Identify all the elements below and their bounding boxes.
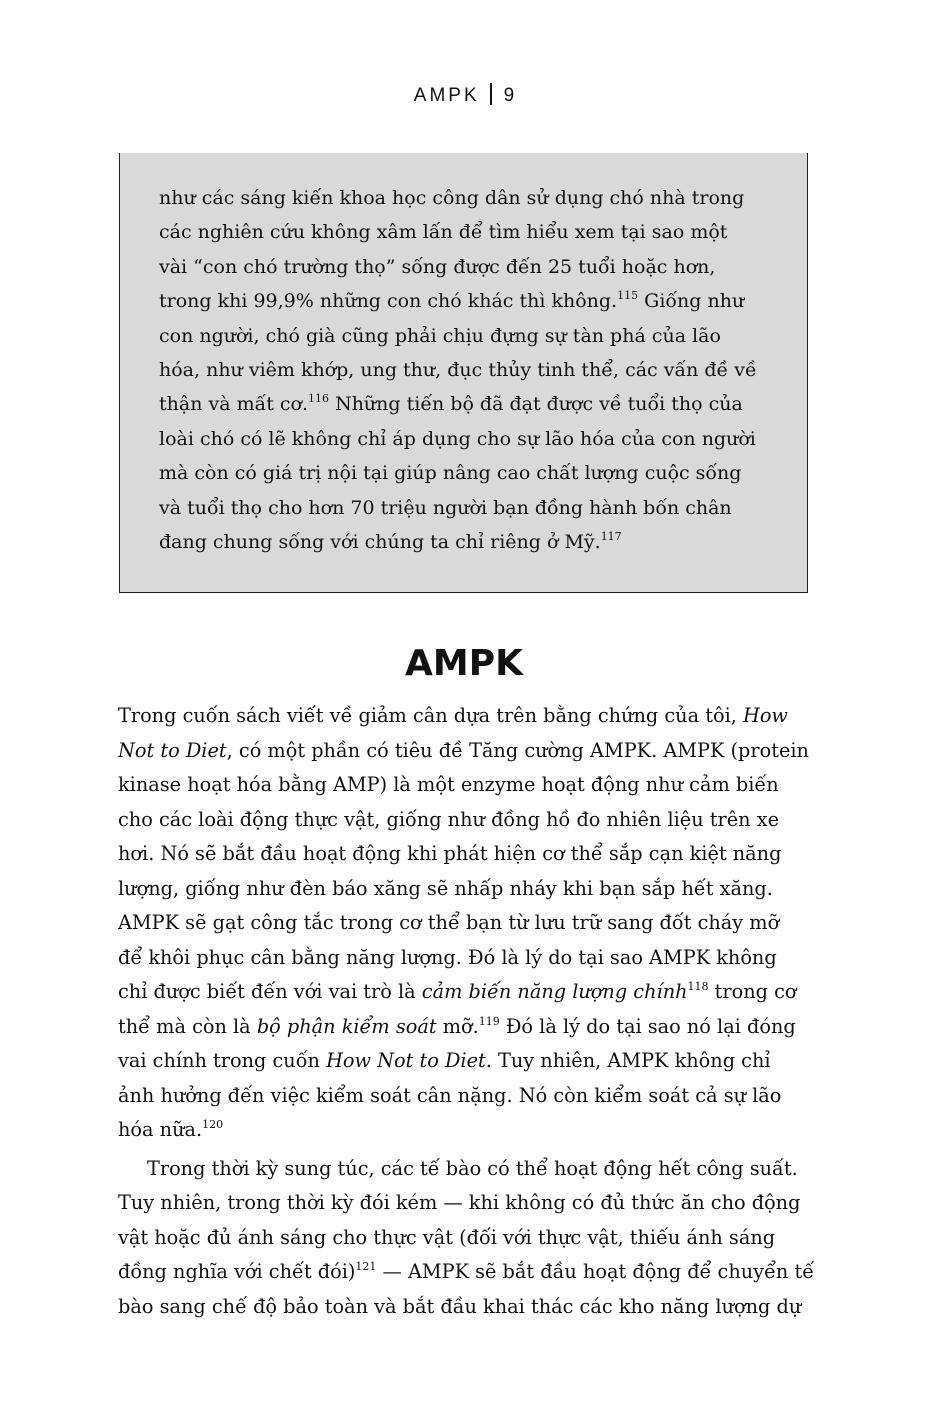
italic-title: bộ phận kiểm soát — [256, 1014, 437, 1038]
body-text — [118, 699, 815, 1324]
text-line — [159, 353, 773, 387]
text-line — [159, 387, 773, 421]
footnote-ref: 121 — [355, 1260, 377, 1273]
footnote-ref: 120 — [202, 1118, 224, 1131]
text-run: vật hoặc đủ ánh sáng cho thực vật (đối với thực vật, thiếu ánh sáng — [118, 1225, 776, 1249]
text-line — [118, 734, 810, 769]
text-line — [118, 1255, 815, 1290]
text-run: hóa nữa. — [118, 1118, 203, 1141]
text-run: trong khi 99,9% những con chó khác thì không. — [159, 290, 618, 313]
italic-title: Not to Diet — [118, 738, 227, 762]
text-run: và tuổi thọ cho hơn 70 triệu người bạn đồng hành bốn chân — [159, 496, 732, 519]
text-line — [118, 1044, 810, 1079]
text-run: cho các loài động thực vật, giống như đồng hồ đo nhiên liệu trên xe — [118, 807, 779, 831]
text-line — [159, 456, 773, 490]
text-run: vai chính trong cuốn — [118, 1049, 327, 1072]
text-line — [118, 1113, 810, 1148]
text-run: để khôi phục cân bằng năng lượng. Đó là lý do tại sao AMPK không — [118, 945, 777, 969]
text-run: con người, chó già cũng phải chịu đựng sự tàn phá của lão — [159, 324, 721, 347]
text-run: Trong thời kỳ sung túc, các tế bào có thể hoạt động hết công suất. — [147, 1156, 798, 1180]
text-run: AMPK sẽ gạt công tắc trong cơ thể bạn từ lưu trữ sang đốt cháy mỡ — [118, 911, 780, 934]
text-line — [118, 1290, 810, 1325]
text-run: như các sáng kiến khoa học công dân sử dụng chó nhà trong — [159, 187, 745, 209]
text-line — [159, 422, 773, 456]
text-run: chỉ được biết đến với vai trò là — [118, 980, 422, 1003]
text-run: vài “con chó trường thọ” sống được đến 25 tuổi hoặc hơn, — [159, 255, 716, 278]
text-run: thận và mất cơ. — [159, 393, 309, 416]
text-line — [118, 906, 810, 941]
text-run: Giống như — [638, 290, 745, 313]
text-run: đang chung sống với chúng ta chỉ riêng ở Mỹ. — [159, 531, 601, 554]
text-line — [118, 699, 810, 734]
section-heading: AMPK — [405, 643, 523, 684]
footnote-ref: 119 — [478, 1014, 500, 1028]
text-line — [159, 491, 773, 525]
text-run: , có một phần có tiêu đề Tăng cường AMPK. AMPK (protein — [226, 738, 809, 762]
running-head — [0, 82, 928, 110]
text-run: — AMPK sẽ bắt đầu hoạt động để chuyển tế — [376, 1260, 815, 1283]
text-line — [159, 284, 773, 318]
footnote-ref: 116 — [308, 392, 330, 406]
text-run: loài chó có lẽ không chỉ áp dụng cho sự lão hóa của con người — [159, 427, 756, 450]
text-line — [159, 319, 773, 353]
text-run: Những tiến bộ đã đạt được về tuổi thọ của — [329, 393, 743, 416]
text-run: trong cơ — [708, 980, 797, 1003]
text-run: bào sang chế độ bảo toàn và bắt đầu khai thác các kho năng lượng dự — [118, 1294, 802, 1318]
italic-title: How Not to Diet — [326, 1049, 486, 1072]
text-run: Trong cuốn sách viết về giảm cân dựa trên bằng chứng của tôi, — [118, 704, 743, 727]
text-line — [118, 1186, 810, 1221]
text-run: Tuy nhiên, trong thời kỳ đói kém — khi không có đủ thức ăn cho động — [118, 1191, 801, 1214]
running-head-section: AMPK — [413, 85, 480, 106]
text-line — [118, 803, 810, 838]
text-run: mỡ. — [436, 1014, 479, 1038]
text-line — [118, 941, 810, 976]
text-line — [118, 1010, 810, 1045]
text-run: hơi. Nó sẽ bắt đầu hoạt động khi phát hiện cơ thể sắp cạn kiệt năng — [118, 842, 782, 865]
page-number: 9 — [503, 85, 515, 106]
text-line — [159, 181, 773, 215]
footnote-ref: 118 — [687, 980, 709, 993]
running-head-separator — [490, 83, 492, 105]
text-line — [118, 872, 810, 907]
text-line — [118, 837, 810, 872]
sidebar-text — [159, 181, 773, 559]
text-line — [118, 1079, 810, 1114]
text-run: thể mà còn là — [118, 1014, 257, 1038]
footnote-ref: 115 — [617, 289, 639, 303]
text-run: lượng, giống như đèn báo xăng sẽ nhấp nháy khi bạn sắp hết xăng. — [118, 876, 773, 900]
text-run: mà còn có giá trị nội tại giúp nâng cao chất lượng cuộc sống — [159, 462, 742, 485]
text-run: đồng nghĩa với chết đói) — [118, 1260, 356, 1283]
footnote-ref: 117 — [600, 530, 622, 544]
text-run: ảnh hưởng đến việc kiểm soát cân nặng. Nó còn kiểm soát cả sự lão — [118, 1083, 782, 1107]
text-run: hóa, như viêm khớp, ung thư, đục thủy tinh thể, các vấn đề về — [159, 359, 757, 382]
text-line — [118, 975, 810, 1010]
text-run: . Tuy nhiên, AMPK không chỉ — [485, 1049, 771, 1072]
italic-title: How — [743, 704, 788, 727]
text-line — [118, 1152, 810, 1187]
text-line — [159, 250, 773, 284]
text-run: Đó là lý do tại sao nó lại đóng — [499, 1014, 796, 1038]
text-line — [159, 525, 773, 559]
text-run: các nghiên cứu không xâm lấn để tìm hiểu xem tại sao một — [159, 221, 728, 244]
italic-title: cảm biến năng lượng chính — [421, 980, 688, 1003]
text-run: kinase hoạt hóa bằng AMP) là một enzyme hoạt động như cảm biến — [118, 773, 779, 796]
text-line — [118, 768, 810, 803]
text-line — [159, 215, 773, 249]
text-line — [118, 1221, 810, 1256]
